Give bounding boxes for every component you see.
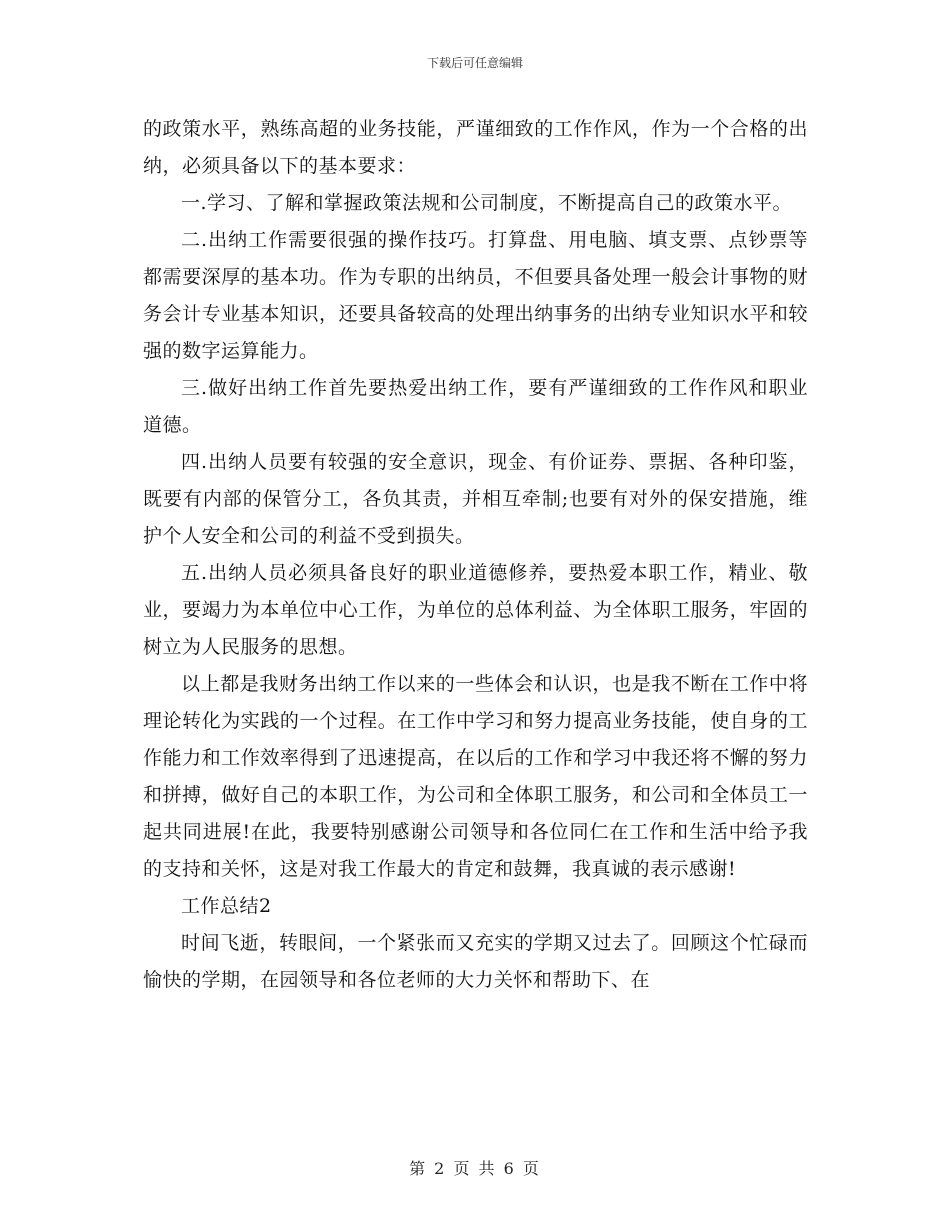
paragraph-requirement-2: 二.出纳工作需要很强的操作技巧。打算盘、用电脑、填支票、点钞票等都需要深厚的基本功。作为专职的出纳员，不但要具备处理一般会计事物的财务会计专业基本知识，还要具备较高的处理出纳事务的出纳专业知识水平和较强的数字运算能力。 — [143, 229, 808, 362]
page-header-note: 下载后可任意编辑 — [426, 56, 523, 70]
section-heading: 工作总结2 — [181, 895, 272, 917]
paragraph-requirement-1: 一.学习、了解和掌握政策法规和公司制度，不断提高自己的政策水平。 — [181, 192, 793, 214]
page-number: 第 2 页 共 6 页 — [409, 1159, 541, 1178]
paragraph-summary-intro: 时间飞逝，转眼间，一个紧张而又充实的学期又过去了。回顾这个忙碌而愉快的学期，在园领导和各位老师的大力关怀和帮助下、在 — [143, 932, 808, 991]
paragraph-requirement-4: 四.出纳人员要有较强的安全意识，现金、有价证券、票据、各种印鉴，既要有内部的保管分工，各负其责，并相互牵制;也要有对外的保安措施，维护个人安全和公司的利益不受到损失。 — [143, 451, 808, 547]
paragraph-requirement-3: 三.做好出纳工作首先要热爱出纳工作，要有严谨细致的工作作风和职业道德。 — [143, 377, 808, 436]
paragraph-conclusion: 以上都是我财务出纳工作以来的一些体会和认识，也是我不断在工作中将理论转化为实践的一个过程。在工作中学习和努力提高业务技能，使自身的工作能力和工作效率得到了迅速提高，在以后的工作和学习中我还将不懈的努力和拼搏，做好自己的本职工作，为公司和全体职工服务，和公司和全体员工一起共同进展!在此，我要特别感谢公司领导和各位同仁在工作和生活中给予我的支持和关怀，这是对我工作最大的肯定和鼓舞，我真诚的表示感谢! — [143, 673, 808, 880]
paragraph-requirement-5: 五.出纳人员必须具备良好的职业道德修养，要热爱本职工作，精业、敬业，要竭力为本单位中心工作，为单位的总体利益、为全体职工服务，牢固的树立为人民服务的思想。 — [143, 562, 808, 658]
paragraph-continuation: 的政策水平，熟练高超的业务技能，严谨细致的工作作风，作为一个合格的出纳，必须具备以下的基本要求： — [143, 118, 808, 177]
document-body — [143, 111, 808, 999]
